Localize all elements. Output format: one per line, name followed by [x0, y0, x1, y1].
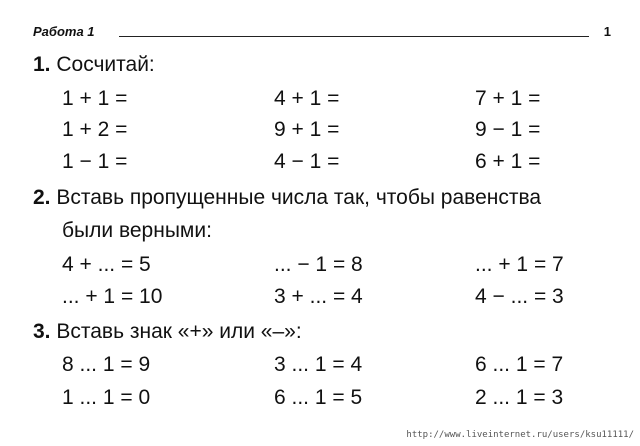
task2-number: 2.: [33, 186, 51, 209]
task3-text: Вставь знак «+» или «–»:: [56, 320, 302, 343]
equation: 4 − ... = 3: [475, 285, 564, 308]
equation: ... + 1 = 10: [62, 285, 163, 308]
task2-heading: [33, 186, 541, 210]
equation: 1 ... 1 = 0: [62, 386, 151, 409]
task3-row-2: [0, 385, 640, 411]
task1-row-1: [0, 86, 640, 112]
expression: 7 + 1 =: [475, 87, 541, 110]
equation: ... − 1 = 8: [274, 253, 363, 276]
task2-row-2: [0, 284, 640, 310]
work-title: Работа 1: [33, 24, 95, 39]
task3-row-1: [0, 352, 640, 378]
task1-row-2: [0, 117, 640, 143]
task1-heading: [33, 53, 155, 77]
expression: 4 − 1 =: [274, 150, 340, 173]
expression: 6 + 1 =: [475, 150, 541, 173]
equation: 2 ... 1 = 3: [475, 386, 564, 409]
task1-text: Сосчитай:: [56, 53, 155, 76]
task3-number: 3.: [33, 320, 51, 343]
task2-text-line2: были верными:: [62, 219, 212, 242]
expression: 1 + 1 =: [62, 87, 128, 110]
expression: 1 + 2 =: [62, 118, 128, 141]
equation: 3 ... 1 = 4: [274, 353, 363, 376]
expression: 9 + 1 =: [274, 118, 340, 141]
expression: 4 + 1 =: [274, 87, 340, 110]
equation: 6 ... 1 = 7: [475, 353, 564, 376]
task3-heading: [33, 320, 302, 344]
task1-row-3: [0, 149, 640, 175]
equation: 4 + ... = 5: [62, 253, 151, 276]
equation: ... + 1 = 7: [475, 253, 564, 276]
task1-number: 1.: [33, 53, 51, 76]
watermark-url: http://www.liveinternet.ru/users/ksu11111/: [406, 430, 634, 440]
page-number: 1: [603, 24, 611, 39]
header-rule: [119, 36, 589, 37]
expression: 1 − 1 =: [62, 150, 128, 173]
task2-row-1: [0, 252, 640, 278]
expression: 9 − 1 =: [475, 118, 541, 141]
equation: 8 ... 1 = 9: [62, 353, 151, 376]
equation: 6 ... 1 = 5: [274, 386, 363, 409]
worksheet-header: [33, 24, 611, 42]
task2-text-line1: Вставь пропущенные числа так, чтобы равенства: [56, 186, 542, 209]
equation: 3 + ... = 4: [274, 285, 363, 308]
